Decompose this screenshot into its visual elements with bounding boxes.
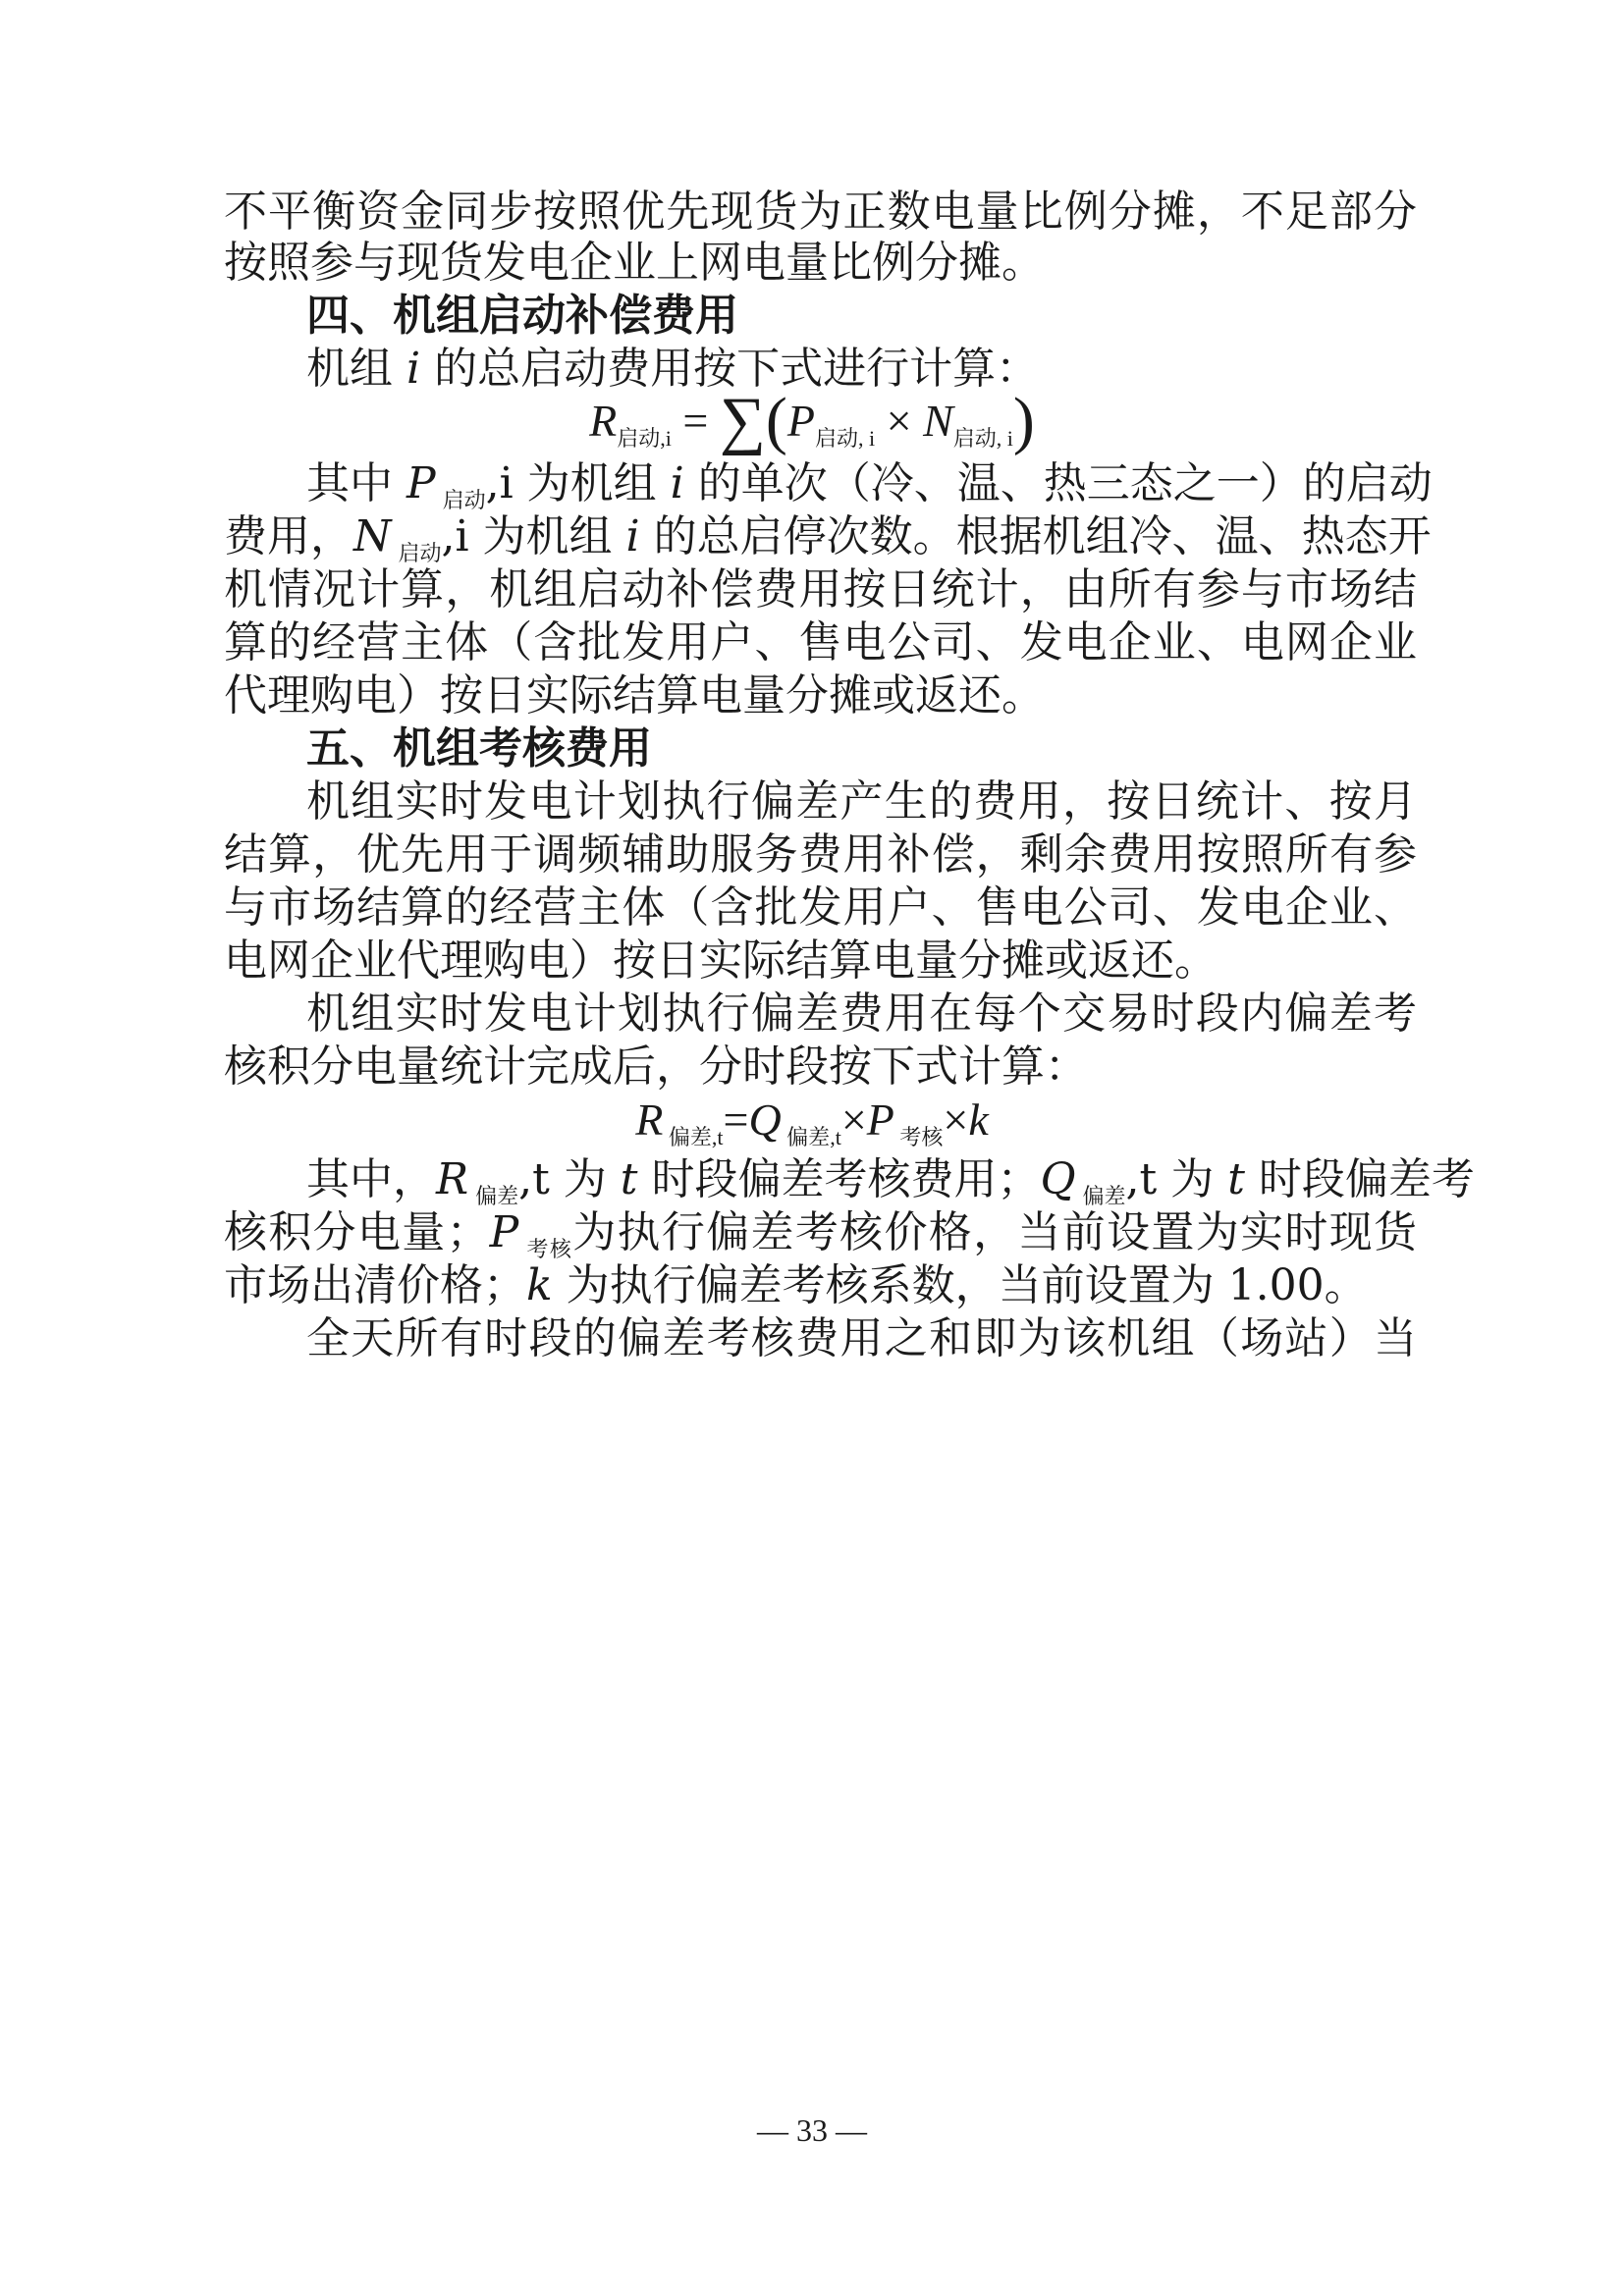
paragraph-line: 结算，优先用于调频辅助服务费用补偿，剩余费用按照所有参 [224,829,1417,880]
deviation-cost-formula: R $_{偏差,t}$=Q $_{偏差,t}$×P $_{考核}$×k [635,1095,989,1149]
paragraph-line: 费用，N $_{启动}$,i 为机组 i 的总启停次数。根据机组冷、温、热态开 [224,511,1432,566]
page-number: — 33 — [757,2112,867,2148]
paragraph-line: 机情况计算，机组启动补偿费用按日统计，由所有参与市场结 [224,564,1417,614]
paragraph-line: 按照参与现货发电企业上网电量比例分摊。 [224,238,1045,288]
section-heading: 四、机组启动补偿费用 [306,291,738,341]
paragraph-line: 机组 i 的总启动费用按下式进行计算： [306,344,1040,394]
paragraph-line: 不平衡资金同步按照优先现货为正数电量比例分摊，不足部分 [224,187,1417,237]
paragraph-line: 其中，R $_{偏差}$,t 为 t 时段偏差考核费用；Q $_{偏差}$,t 为 t 时段偏差考 [306,1154,1475,1209]
paragraph-line: 电网企业代理购电）按日实际结算电量分摊或返还。 [224,935,1218,986]
paragraph-line: 全天所有时段的偏差考核费用之和即为该机组（场站）当 [306,1313,1417,1363]
paragraph-line: 其中 P $_{启动}$,i 为机组 i 的单次（冷、温、热三态之一）的启动 [306,458,1433,513]
paragraph-line: 与市场结算的经营主体（含批发用户、售电公司、发电企业、 [224,882,1417,933]
paragraph-line: 机组实时发电计划执行偏差费用在每个交易时段内偏差考 [306,988,1417,1039]
paragraph-line: 算的经营主体（含批发用户、售电公司、发电企业、电网企业 [224,617,1417,667]
paragraph-line: 机组实时发电计划执行偏差产生的费用，按日统计、按月 [306,776,1417,827]
paragraph-line: 市场出清价格；k 为执行偏差考核系数，当前设置为 1.00。 [224,1260,1368,1310]
paragraph-line: 代理购电）按日实际结算电量分摊或返还。 [224,670,1045,721]
startup-cost-formula: $R_{启动,i} = \sum(P_{启动, i} \times N_{启动, i})$ [589,385,1035,456]
paragraph-line: 核积分电量；P $_{考核}$为执行偏差考核价格，当前设置为实时现货 [224,1207,1418,1262]
section-heading: 五、机组考核费用 [306,723,652,774]
paragraph-line: 核积分电量统计完成后，分时段按下式计算： [224,1041,1088,1092]
